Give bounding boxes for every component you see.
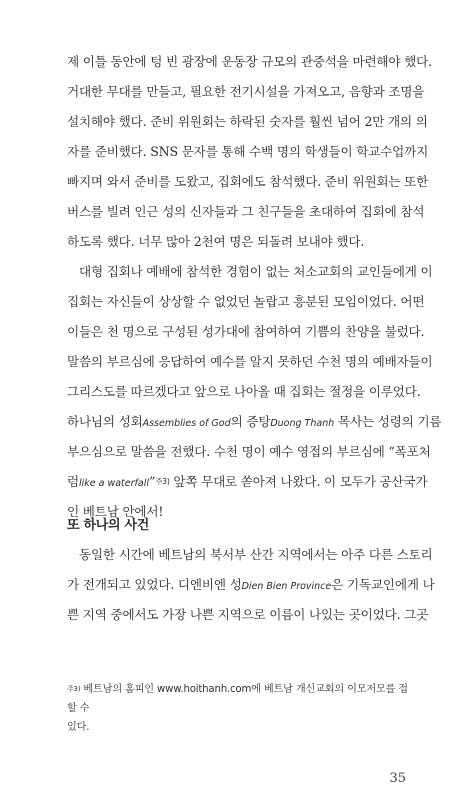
text-span: 하나님의 성회 [67,414,143,429]
english-term: Dien Bien Province [241,581,332,592]
text-span: 목사는 성령의 기름 [334,414,442,429]
footnote-line [67,680,415,718]
text-line: 대형 집회나 예배에 참석한 경험이 없는 처소교회의 교인들에게 이 [79,264,433,279]
text-line: 인 베트남 안에서! [67,504,164,519]
text-span: 은 기독교인에게 나 [331,577,435,592]
text-line: 쁜 지역 중에서도 가장 나쁜 지역으로 이름이 나있는 곳이었다. 그곳 [67,607,429,622]
text-line: 동일한 시간에 베트남의 북서부 산간 지역에서는 아주 다른 스토리 [79,547,433,562]
text-line: 거대한 무대를 만들고, 필요한 전기시설을 가져오고, 음향과 조명을 [67,84,425,99]
text-line: 버스를 빌려 인근 성의 신자들과 그 친구들을 초대하여 집회에 참석 [67,204,425,219]
english-term: Duong Thanh [270,418,335,429]
footnote-reference: 주3) [155,477,170,486]
text-line: 집회는 자신들이 상상할 수 없었던 놀랍고 흥분된 모임이었다. 어떤 [67,294,425,309]
footnote-line: 있다. [67,722,90,733]
text-line [67,407,442,437]
text-line: 부으심으로 말씀을 전했다. 수천 명이 예수 영접의 부르심에 “폭포처 [67,444,431,459]
text-line: 설치해야 했다. 준비 위원회는 하락된 숫자를 훨씬 넘어 2만 개의 의 [67,114,428,129]
paragraph-1 [67,47,432,257]
text-line: 제 이틀 동안에 텅 빈 광장에 운동장 규모의 관중석을 마련해야 했다. [67,54,432,69]
text-line [67,467,428,497]
english-term: like a waterfall [78,478,149,489]
footnote [67,680,415,737]
text-line: 자를 준비했다. SNS 문자를 통해 수백 명의 학생들이 학교수업까지 [67,144,429,159]
footnote-text: 베트남의 홈피인 www.hoithanh.com에 베트남 개신교회의 이모저모를 접할 수 [67,684,408,714]
paragraph-2 [67,257,442,527]
text-line: 이들은 천 명으로 구성된 성가대에 참여하여 기쁨의 찬양을 불렀다. [67,324,425,339]
text-span: 앞쪽 무대로 쏟아져 나왔다. 이 모두가 공산국가 [169,474,428,489]
footnote-marker: 주3) [67,685,81,693]
text-line [67,570,435,600]
text-span: 가 전개되고 있었다. 디엔비엔 성 [67,577,242,592]
text-line: 하도록 했다. 너무 많아 2천여 명은 되돌려 보내야 했다. [67,234,365,249]
text-line: 빠지며 와서 준비를 도왔고, 집회에도 참석했다. 준비 위원회는 또한 [67,174,429,189]
text-line: 그리스도를 따르겠다고 앞으로 나아올 때 집회는 절정을 이루었다. [67,384,421,399]
page-number: 35 [389,771,406,786]
english-term: Assemblies of God [142,418,231,429]
text-span: 의 증탕 [230,414,271,429]
text-span: ” [148,474,156,489]
text-line: 말씀의 부르심에 응답하여 예수를 알지 못하던 수천 명의 예배자들이 [67,354,433,369]
section-heading: 또 하나의 사건 [67,518,149,533]
paragraph-3 [67,540,435,630]
text-span: 럼 [67,474,79,489]
